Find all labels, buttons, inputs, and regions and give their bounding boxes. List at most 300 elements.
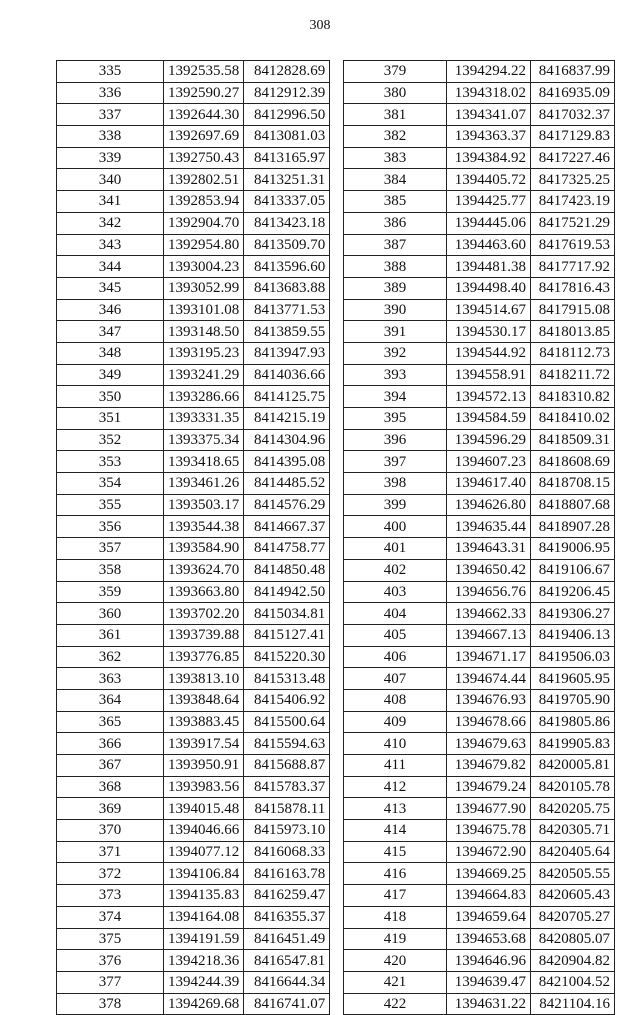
table-row [57,256,330,278]
point-number-cell: 392 [344,342,447,364]
x-coordinate-cell: 1392590.27 [164,82,244,104]
table-row [57,820,330,842]
y-coordinate-cell: 8417717.92 [531,256,615,278]
x-coordinate-cell: 1394572.13 [447,386,531,408]
y-coordinate-cell: 8414215.19 [244,408,330,430]
x-coordinate-cell: 1393776.85 [164,646,244,668]
point-number-cell: 360 [57,603,164,625]
point-number-cell: 375 [57,928,164,950]
x-coordinate-cell: 1393739.88 [164,624,244,646]
point-number-cell: 335 [57,61,164,83]
table-row [344,451,615,473]
x-coordinate-cell: 1394498.40 [447,277,531,299]
point-number-cell: 395 [344,408,447,430]
x-coordinate-cell: 1394646.96 [447,950,531,972]
x-coordinate-cell: 1394514.67 [447,299,531,321]
x-coordinate-cell: 1393195.23 [164,342,244,364]
point-number-cell: 363 [57,668,164,690]
y-coordinate-cell: 8419605.95 [531,668,615,690]
table-row [344,993,615,1015]
y-coordinate-cell: 8413859.55 [244,321,330,343]
table-row [344,61,615,83]
table-row [57,711,330,733]
y-coordinate-cell: 8419106.67 [531,559,615,581]
y-coordinate-cell: 8418310.82 [531,386,615,408]
point-number-cell: 369 [57,798,164,820]
table-row [344,494,615,516]
x-coordinate-cell: 1393331.35 [164,408,244,430]
point-number-cell: 388 [344,256,447,278]
table-row [57,603,330,625]
table-row [57,342,330,364]
x-coordinate-cell: 1394662.33 [447,603,531,625]
y-coordinate-cell: 8413081.03 [244,126,330,148]
table-row [57,841,330,863]
point-number-cell: 344 [57,256,164,278]
point-number-cell: 390 [344,299,447,321]
point-number-cell: 354 [57,473,164,495]
point-number-cell: 352 [57,429,164,451]
table-row [57,863,330,885]
table-row [344,755,615,777]
point-number-cell: 379 [344,61,447,83]
y-coordinate-cell: 8414395.08 [244,451,330,473]
x-coordinate-cell: 1393848.64 [164,689,244,711]
y-coordinate-cell: 8413423.18 [244,212,330,234]
point-number-cell: 418 [344,906,447,928]
table-row [344,538,615,560]
x-coordinate-cell: 1394626.80 [447,494,531,516]
y-coordinate-cell: 8416355.37 [244,906,330,928]
point-number-cell: 416 [344,863,447,885]
table-row [344,321,615,343]
x-coordinate-cell: 1392697.69 [164,126,244,148]
point-number-cell: 370 [57,820,164,842]
y-coordinate-cell: 8418907.28 [531,516,615,538]
point-number-cell: 350 [57,386,164,408]
x-coordinate-cell: 1394677.90 [447,798,531,820]
x-coordinate-cell: 1394678.66 [447,711,531,733]
coordinates-table-left [56,60,330,1015]
x-coordinate-cell: 1394664.83 [447,885,531,907]
point-number-cell: 361 [57,624,164,646]
y-coordinate-cell: 8419406.13 [531,624,615,646]
point-number-cell: 419 [344,928,447,950]
table-row [57,212,330,234]
x-coordinate-cell: 1393148.50 [164,321,244,343]
point-number-cell: 371 [57,841,164,863]
x-coordinate-cell: 1394671.17 [447,646,531,668]
point-number-cell: 408 [344,689,447,711]
table-row [57,321,330,343]
y-coordinate-cell: 8413596.60 [244,256,330,278]
table-row [344,603,615,625]
point-number-cell: 351 [57,408,164,430]
x-coordinate-cell: 1394672.90 [447,841,531,863]
table-row [344,581,615,603]
y-coordinate-cell: 8419805.86 [531,711,615,733]
y-coordinate-cell: 8417915.08 [531,299,615,321]
x-coordinate-cell: 1393418.65 [164,451,244,473]
point-number-cell: 420 [344,950,447,972]
x-coordinate-cell: 1394544.92 [447,342,531,364]
table-row [57,971,330,993]
table-row [344,711,615,733]
point-number-cell: 385 [344,191,447,213]
point-number-cell: 409 [344,711,447,733]
y-coordinate-cell: 8419905.83 [531,733,615,755]
x-coordinate-cell: 1393503.17 [164,494,244,516]
point-number-cell: 342 [57,212,164,234]
y-coordinate-cell: 8416259.47 [244,885,330,907]
y-coordinate-cell: 8415878.11 [244,798,330,820]
table-row [344,624,615,646]
y-coordinate-cell: 8420305.71 [531,820,615,842]
point-number-cell: 413 [344,798,447,820]
point-number-cell: 377 [57,971,164,993]
x-coordinate-cell: 1393004.23 [164,256,244,278]
x-coordinate-cell: 1394667.13 [447,624,531,646]
x-coordinate-cell: 1392750.43 [164,147,244,169]
point-number-cell: 346 [57,299,164,321]
table-row [344,408,615,430]
point-number-cell: 403 [344,581,447,603]
x-coordinate-cell: 1394294.22 [447,61,531,83]
point-number-cell: 359 [57,581,164,603]
y-coordinate-cell: 8420405.64 [531,841,615,863]
point-number-cell: 380 [344,82,447,104]
point-number-cell: 343 [57,234,164,256]
y-coordinate-cell: 8421104.16 [531,993,615,1015]
point-number-cell: 383 [344,147,447,169]
table-row [57,299,330,321]
table-row [344,885,615,907]
table-row [57,169,330,191]
y-coordinate-cell: 8414125.75 [244,386,330,408]
table-row [57,473,330,495]
x-coordinate-cell: 1394659.64 [447,906,531,928]
point-number-cell: 373 [57,885,164,907]
x-coordinate-cell: 1394669.25 [447,863,531,885]
y-coordinate-cell: 8418509.31 [531,429,615,451]
table-row [344,299,615,321]
x-coordinate-cell: 1393983.56 [164,776,244,798]
y-coordinate-cell: 8420605.43 [531,885,615,907]
point-number-cell: 356 [57,516,164,538]
point-number-cell: 399 [344,494,447,516]
x-coordinate-cell: 1392853.94 [164,191,244,213]
y-coordinate-cell: 8412912.39 [244,82,330,104]
table-row [57,755,330,777]
point-number-cell: 405 [344,624,447,646]
y-coordinate-cell: 8419306.27 [531,603,615,625]
table-row [57,689,330,711]
x-coordinate-cell: 1393052.99 [164,277,244,299]
table-row [344,646,615,668]
table-row [344,104,615,126]
y-coordinate-cell: 8419705.90 [531,689,615,711]
y-coordinate-cell: 8418708.15 [531,473,615,495]
point-number-cell: 347 [57,321,164,343]
x-coordinate-cell: 1394674.44 [447,668,531,690]
table-row [344,169,615,191]
y-coordinate-cell: 8415594.63 [244,733,330,755]
table-row [344,559,615,581]
table-row [57,885,330,907]
y-coordinate-cell: 8414036.66 [244,364,330,386]
table-row [344,906,615,928]
table-row [57,408,330,430]
table-row [344,820,615,842]
x-coordinate-cell: 1393917.54 [164,733,244,755]
table-row [57,386,330,408]
y-coordinate-cell: 8418112.73 [531,342,615,364]
y-coordinate-cell: 8417227.46 [531,147,615,169]
table-row [344,126,615,148]
table-row [344,147,615,169]
y-coordinate-cell: 8413771.53 [244,299,330,321]
point-number-cell: 406 [344,646,447,668]
table-row [344,928,615,950]
table-row [344,429,615,451]
x-coordinate-cell: 1393241.29 [164,364,244,386]
table-row [57,82,330,104]
y-coordinate-cell: 8415688.87 [244,755,330,777]
x-coordinate-cell: 1394607.23 [447,451,531,473]
table-row [344,950,615,972]
x-coordinate-cell: 1394191.59 [164,928,244,950]
y-coordinate-cell: 8413509.70 [244,234,330,256]
x-coordinate-cell: 1394244.39 [164,971,244,993]
table-row [344,277,615,299]
x-coordinate-cell: 1394341.07 [447,104,531,126]
coordinates-table-right [343,60,615,1015]
point-number-cell: 368 [57,776,164,798]
point-number-cell: 374 [57,906,164,928]
table-row [57,494,330,516]
x-coordinate-cell: 1394218.36 [164,950,244,972]
point-number-cell: 338 [57,126,164,148]
table-row [57,516,330,538]
x-coordinate-cell: 1394481.38 [447,256,531,278]
y-coordinate-cell: 8417619.53 [531,234,615,256]
table-row [344,668,615,690]
y-coordinate-cell: 8415034.81 [244,603,330,625]
y-coordinate-cell: 8413683.88 [244,277,330,299]
point-number-cell: 381 [344,104,447,126]
y-coordinate-cell: 8416935.09 [531,82,615,104]
table-row [57,277,330,299]
y-coordinate-cell: 8417325.25 [531,169,615,191]
x-coordinate-cell: 1394106.84 [164,863,244,885]
y-coordinate-cell: 8418608.69 [531,451,615,473]
x-coordinate-cell: 1394679.63 [447,733,531,755]
x-coordinate-cell: 1393286.66 [164,386,244,408]
point-number-cell: 396 [344,429,447,451]
y-coordinate-cell: 8420205.75 [531,798,615,820]
x-coordinate-cell: 1394530.17 [447,321,531,343]
table-row [344,256,615,278]
table-row [344,776,615,798]
point-number-cell: 404 [344,603,447,625]
point-number-cell: 400 [344,516,447,538]
point-number-cell: 382 [344,126,447,148]
y-coordinate-cell: 8421004.52 [531,971,615,993]
x-coordinate-cell: 1394425.77 [447,191,531,213]
table-row [344,733,615,755]
y-coordinate-cell: 8413251.31 [244,169,330,191]
y-coordinate-cell: 8419006.95 [531,538,615,560]
table-row [344,364,615,386]
y-coordinate-cell: 8420105.78 [531,776,615,798]
x-coordinate-cell: 1394164.08 [164,906,244,928]
point-number-cell: 402 [344,559,447,581]
x-coordinate-cell: 1394077.12 [164,841,244,863]
table-row [57,581,330,603]
y-coordinate-cell: 8417816.43 [531,277,615,299]
y-coordinate-cell: 8418013.85 [531,321,615,343]
x-coordinate-cell: 1394679.24 [447,776,531,798]
table-row [57,646,330,668]
x-coordinate-cell: 1394596.29 [447,429,531,451]
table-row [344,863,615,885]
table-row [57,668,330,690]
x-coordinate-cell: 1392954.80 [164,234,244,256]
point-number-cell: 341 [57,191,164,213]
table-row [344,342,615,364]
x-coordinate-cell: 1394463.60 [447,234,531,256]
point-number-cell: 414 [344,820,447,842]
x-coordinate-cell: 1394656.76 [447,581,531,603]
x-coordinate-cell: 1393544.38 [164,516,244,538]
table-row [344,798,615,820]
x-coordinate-cell: 1394405.72 [447,169,531,191]
y-coordinate-cell: 8415220.30 [244,646,330,668]
point-number-cell: 353 [57,451,164,473]
point-number-cell: 364 [57,689,164,711]
y-coordinate-cell: 8417423.19 [531,191,615,213]
x-coordinate-cell: 1394445.06 [447,212,531,234]
y-coordinate-cell: 8413337.05 [244,191,330,213]
point-number-cell: 362 [57,646,164,668]
table-row [57,538,330,560]
y-coordinate-cell: 8416163.78 [244,863,330,885]
point-number-cell: 372 [57,863,164,885]
x-coordinate-cell: 1394135.83 [164,885,244,907]
y-coordinate-cell: 8415783.37 [244,776,330,798]
point-number-cell: 337 [57,104,164,126]
point-number-cell: 366 [57,733,164,755]
point-number-cell: 397 [344,451,447,473]
x-coordinate-cell: 1393584.90 [164,538,244,560]
point-number-cell: 394 [344,386,447,408]
x-coordinate-cell: 1394676.93 [447,689,531,711]
x-coordinate-cell: 1393101.08 [164,299,244,321]
x-coordinate-cell: 1393461.26 [164,473,244,495]
point-number-cell: 412 [344,776,447,798]
point-number-cell: 340 [57,169,164,191]
table-row [57,928,330,950]
y-coordinate-cell: 8414942.50 [244,581,330,603]
point-number-cell: 376 [57,950,164,972]
x-coordinate-cell: 1392644.30 [164,104,244,126]
table-row [57,798,330,820]
point-number-cell: 355 [57,494,164,516]
x-coordinate-cell: 1394643.31 [447,538,531,560]
table-row [344,234,615,256]
point-number-cell: 398 [344,473,447,495]
x-coordinate-cell: 1393883.45 [164,711,244,733]
y-coordinate-cell: 8416068.33 [244,841,330,863]
y-coordinate-cell: 8414304.96 [244,429,330,451]
point-number-cell: 401 [344,538,447,560]
x-coordinate-cell: 1394363.37 [447,126,531,148]
x-coordinate-cell: 1393950.91 [164,755,244,777]
point-number-cell: 358 [57,559,164,581]
x-coordinate-cell: 1394631.22 [447,993,531,1015]
y-coordinate-cell: 8413947.93 [244,342,330,364]
point-number-cell: 336 [57,82,164,104]
table-row [57,126,330,148]
y-coordinate-cell: 8415500.64 [244,711,330,733]
y-coordinate-cell: 8412828.69 [244,61,330,83]
table-row [57,104,330,126]
x-coordinate-cell: 1392904.70 [164,212,244,234]
y-coordinate-cell: 8416547.81 [244,950,330,972]
point-number-cell: 411 [344,755,447,777]
point-number-cell: 421 [344,971,447,993]
table-row [57,624,330,646]
point-number-cell: 348 [57,342,164,364]
table-row [57,993,330,1015]
table-row [57,451,330,473]
page-number: 308 [309,18,331,33]
y-coordinate-cell: 8416644.34 [244,971,330,993]
x-coordinate-cell: 1394675.78 [447,820,531,842]
point-number-cell: 386 [344,212,447,234]
x-coordinate-cell: 1393813.10 [164,668,244,690]
point-number-cell: 393 [344,364,447,386]
x-coordinate-cell: 1394617.40 [447,473,531,495]
table-row [57,61,330,83]
table-row [344,841,615,863]
point-number-cell: 378 [57,993,164,1015]
y-coordinate-cell: 8414485.52 [244,473,330,495]
y-coordinate-cell: 8412996.50 [244,104,330,126]
x-coordinate-cell: 1393663.80 [164,581,244,603]
table-row [344,689,615,711]
x-coordinate-cell: 1394639.47 [447,971,531,993]
x-coordinate-cell: 1393624.70 [164,559,244,581]
table-row [344,212,615,234]
x-coordinate-cell: 1394650.42 [447,559,531,581]
y-coordinate-cell: 8416837.99 [531,61,615,83]
x-coordinate-cell: 1394653.68 [447,928,531,950]
point-number-cell: 384 [344,169,447,191]
y-coordinate-cell: 8418807.68 [531,494,615,516]
y-coordinate-cell: 8417521.29 [531,212,615,234]
y-coordinate-cell: 8419506.03 [531,646,615,668]
y-coordinate-cell: 8414576.29 [244,494,330,516]
y-coordinate-cell: 8414758.77 [244,538,330,560]
y-coordinate-cell: 8415973.10 [244,820,330,842]
y-coordinate-cell: 8417129.83 [531,126,615,148]
table-row [57,559,330,581]
table-row [57,776,330,798]
y-coordinate-cell: 8414850.48 [244,559,330,581]
table-row [344,971,615,993]
y-coordinate-cell: 8415127.41 [244,624,330,646]
